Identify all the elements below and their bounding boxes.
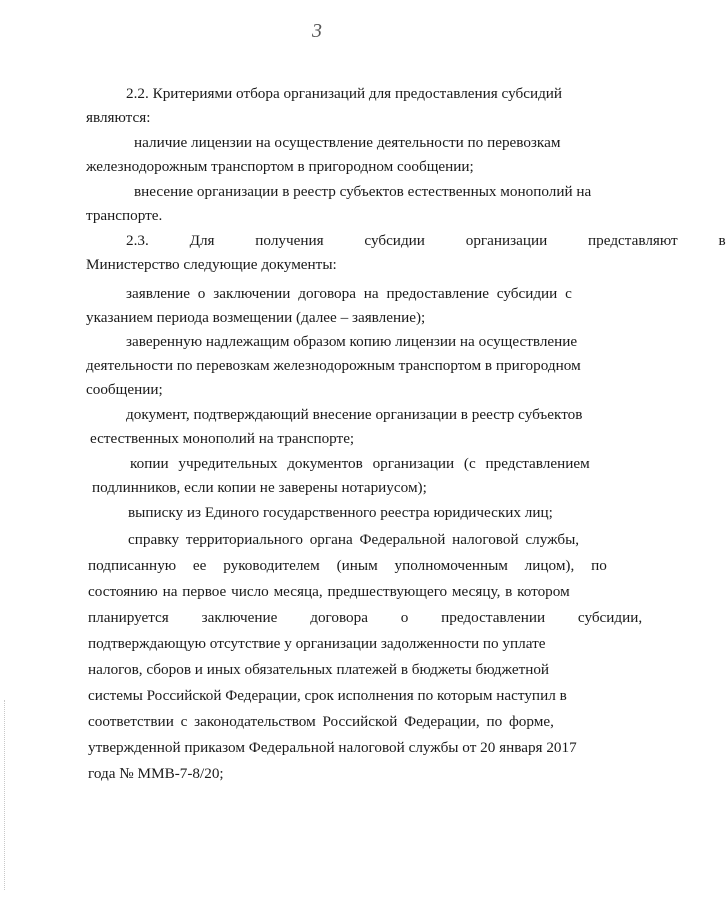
text-line: внесение организации в реестр субъектов естественных монополий на: [134, 183, 592, 200]
text-line: системы Российской Федерации, срок исполнения по которым наступил в: [88, 687, 567, 704]
text-line: копии учредительных документов организации (с представлением: [130, 455, 590, 472]
text-line: транспорте.: [86, 207, 163, 224]
text-line: документ, подтверждающий внесение организации в реестр субъектов: [126, 406, 583, 423]
text-line: соответствии с законодательством Российской Федерации, по форме,: [88, 713, 554, 730]
text-line: заявление о заключении договора на предоставление субсидии с: [126, 285, 572, 302]
text-line: состоянию на первое число месяца, предшествующего месяцу, в котором: [88, 583, 570, 600]
text-line: 2.3. Для получения субсидии организации представляют в: [126, 232, 726, 249]
text-line: железнодорожным транспортом в пригородном сообщении;: [86, 158, 474, 175]
text-line: выписку из Единого государственного реестра юридических лиц;: [128, 504, 553, 521]
text-line: справку территориального органа Федеральной налоговой службы,: [128, 531, 580, 548]
text-line: планируется заключение договора о предоставлении субсидии,: [88, 609, 643, 626]
text-line: налогов, сборов и иных обязательных платежей в бюджеты бюджетной: [88, 661, 550, 678]
text-line: указанием периода возмещении (далее – заявление);: [86, 309, 426, 326]
text-line: наличие лицензии на осуществление деятельности по перевозкам: [134, 134, 561, 151]
text-line: подтверждающую отсутствие у организации задолженности по уплате: [88, 635, 546, 652]
text-line: года № ММВ-7-8/20;: [88, 765, 224, 782]
text-line: Министерство следующие документы:: [86, 256, 337, 273]
text-line: утвержденной приказом Федеральной налоговой службы от 20 января 2017: [88, 739, 577, 756]
text-line: сообщении;: [86, 381, 163, 398]
text-line: 2.2. Критериями отбора организаций для предоставления субсидий: [126, 85, 563, 102]
text-line: являются:: [86, 109, 151, 126]
text-line: естественных монополий на транспорте;: [90, 430, 355, 447]
text-line: подлинников, если копии не заверены нотариусом);: [92, 479, 427, 496]
text-line: деятельности по перевозкам железнодорожным транспортом в пригородном: [86, 357, 581, 374]
scan-edge-marks: [4, 700, 6, 890]
text-line: заверенную надлежащим образом копию лицензии на осуществление: [126, 333, 578, 350]
text-line: подписанную ее руководителем (иным уполномоченным лицом), по: [88, 557, 607, 574]
page-number: 3: [312, 20, 322, 42]
